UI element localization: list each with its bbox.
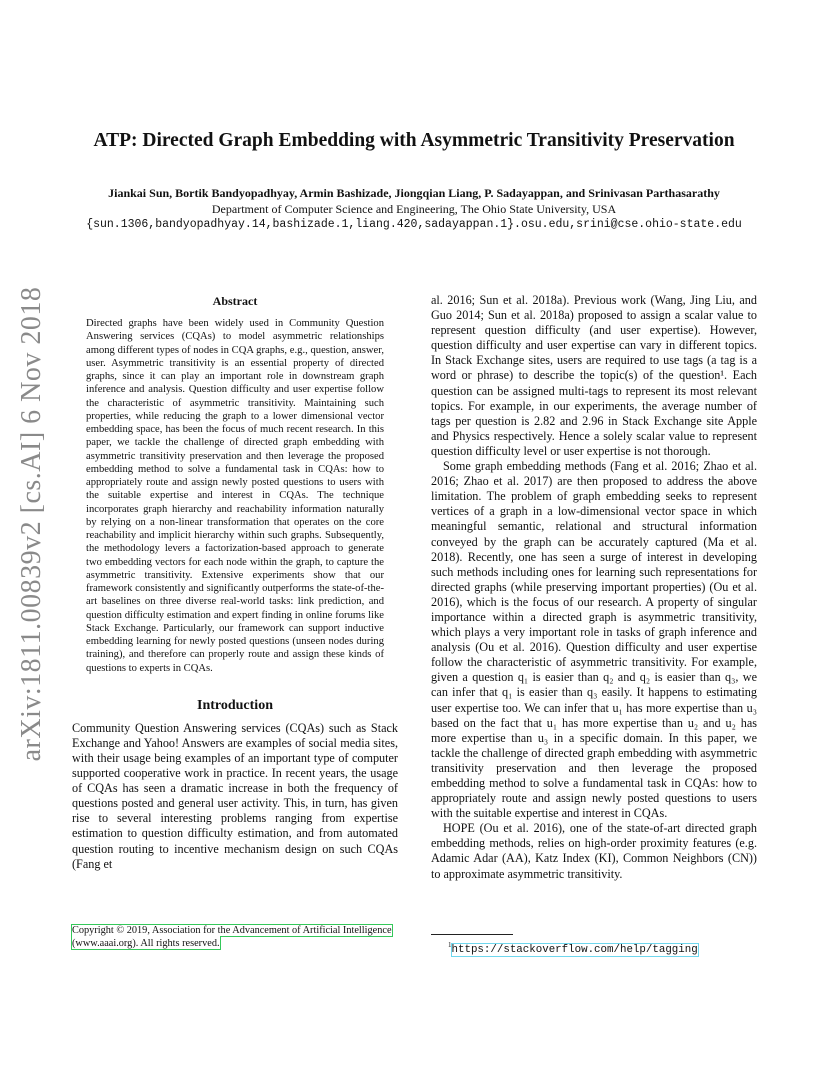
introduction-heading: Introduction: [197, 697, 273, 713]
footnote-link[interactable]: https://stackoverflow.com/help/tagging: [451, 943, 698, 956]
intro-paragraph-1: Community Question Answering services (CQAs) such as Stack Exchange and Yahoo! Answers are examples of social media sites, with their usage being examples of an important type of computer supported cooperative work in practice. In recent years, the usage of CQAs has seen a dramatic increase in both the frequency of questions posted and general user activity. This, in turn, has given rise to several interesting problems ranging from expertise estimation to question difficulty estimation, and from automated question routing to incentive mechanism design on such CQAs (Fang et: [72, 720, 398, 871]
affiliation: Department of Computer Science and Engineering, The Ohio State University, USA: [211, 202, 617, 216]
arxiv-identifier-stamp: [16, 286, 47, 762]
abstract-heading: Abstract: [212, 294, 258, 308]
copyright-notice: [72, 924, 398, 950]
author-emails: {sun.1306,bandyopadhyay.14,bashizade.1,liang.420,sadayappan.1}.osu.edu,srini@cse.ohio-state.edu: [86, 218, 742, 231]
paper-title: ATP: Directed Graph Embedding with Asymmetric Transitivity Preservation: [93, 130, 735, 151]
footnote-marker: 1: [448, 941, 452, 949]
right-paragraph-3: HOPE (Ou et al. 2016), one of the state-of-art directed graph embedding methods, relies on high-order proximity features (e.g. Adamic Adar (AA), Katz Index (KI), Common Neighbors (CN)) to approximate asymmetric transitivity.: [431, 821, 757, 881]
left-column: [72, 293, 398, 872]
copyright-text[interactable]: Copyright © 2019, Association for the Advancement of Artificial Intelligence (www.aaai.org). All rights reserved.: [72, 925, 392, 949]
right-paragraph-2: Some graph embedding methods (Fang et al. 2016; Zhao et al. 2016; Zhao et al. 2017) are then proposed to address the above limitation. The problem of graph embedding seeks to represent vertices of a graph in a low-dimensional vector space in which meaningful semantic, relational and structural information conveyed by the graph can be accurately captured (Ma et al. 2018). Recently, one has seen a surge of interest in developing such methods including ones for learning such representations for directed graphs (while preserving important properties) (Ou et al. 2016), which is the focus of our research. A property of singular importance within a directed graph is asymmetric transitivity, which plays a very important role in tasks of graph inference and analysis (Ou et al. 2016). Question difficulty and user expertise follow the characteristic of asymmetric transitivity. For example, given a question q₁ is easier than q₂ and q₂ is easier than q₃, we can infer that q₁ is easier than q₃ easily. It happens to estimating user expertise too. We can infer that u₁ has more expertise than u₃ based on the fact that u₁ has more expertise than u₂ and u₂ has more expertise than u₃ in a specific domain. In this paper, we tackle the challenge of directed graph embedding with asymmetric transitivity preservation and then leverage the proposed embedding method to solve a fundamental task in CQAs: how to appropriately route and assign newly posted questions to users with the suitable expertise and interest in CQAs.: [431, 459, 757, 821]
right-column: [431, 293, 757, 882]
footnote: [448, 938, 698, 957]
right-paragraph-1: al. 2016; Sun et al. 2018a). Previous work (Wang, Jing Liu, and Guo 2014; Sun et al. 2018a) proposed to assign a scalar value to represent question difficulty (and user expertise). However, question difficulty and user expertise can vary in different topics. In Stack Exchange sites, users are required to use tags (a tag is a word or phrase) to describe the topic(s) of the question¹. Each question can be assigned multi-tags to represent its most relevant topics. For example, in our experiments, the average number of tags per question is 2.82 and 2.96 in Stack Exchange site Apple and Physics respectively. Hence a solely scalar value to represent question difficulty level or user expertise is not thorough.: [431, 293, 757, 458]
footnote-divider: [431, 934, 513, 935]
abstract-text: Directed graphs have been widely used in Community Question Answering services (CQAs) to model asymmetric relationships among different types of nodes in CQA graphs, e.g., question, answer, user. Asymmetric transitivity is an essential property of directed graphs, since it can play an important role in downstream graph inference and analysis. Question difficulty and user expertise follow the characteristic of asymmetric transitivity. Maintaining such properties, while reducing the graph to a lower dimensional vector embedding space, has been the focus of much recent research. In this paper, we tackle the challenge of directed graph embedding with asymmetric transitivity preservation and then leverage the proposed embedding method to solve a fundamental task in CQAs: how to appropriately route and assign newly posted questions to users with the suitable expertise and interest in CQAs. The technique incorporates graph hierarchy and reachability information naturally by relying on a non-linear transformation that operates on the core reachability and implicit hierarchy within such graphs. Subsequently, the methodology levers a factorization-based approach to generate two embedding vectors for each node within the graph, to capture the asymmetric transitivity. Extensive experiments show that our framework consistently and significantly outperforms the state-of-the-art baselines on three diverse real-world tasks: link prediction, and question difficulty estimation and expert finding in online forums like Stack Exchange. Particularly, our framework can support inductive embedding learning for newly posted questions (unseen nodes during training), and therefore can properly route and assign these kinds of questions to experts in CQAs.: [86, 318, 384, 674]
author-list: Jiankai Sun, Bortik Bandyopadhyay, Armin Bashizade, Jiongqian Liang, P. Sadayappan, and Srinivasan Parthasarathy: [108, 186, 720, 200]
arxiv-stamp-text: arXiv:1811.00839v2 [cs.AI] 6 Nov 2018: [16, 286, 47, 762]
